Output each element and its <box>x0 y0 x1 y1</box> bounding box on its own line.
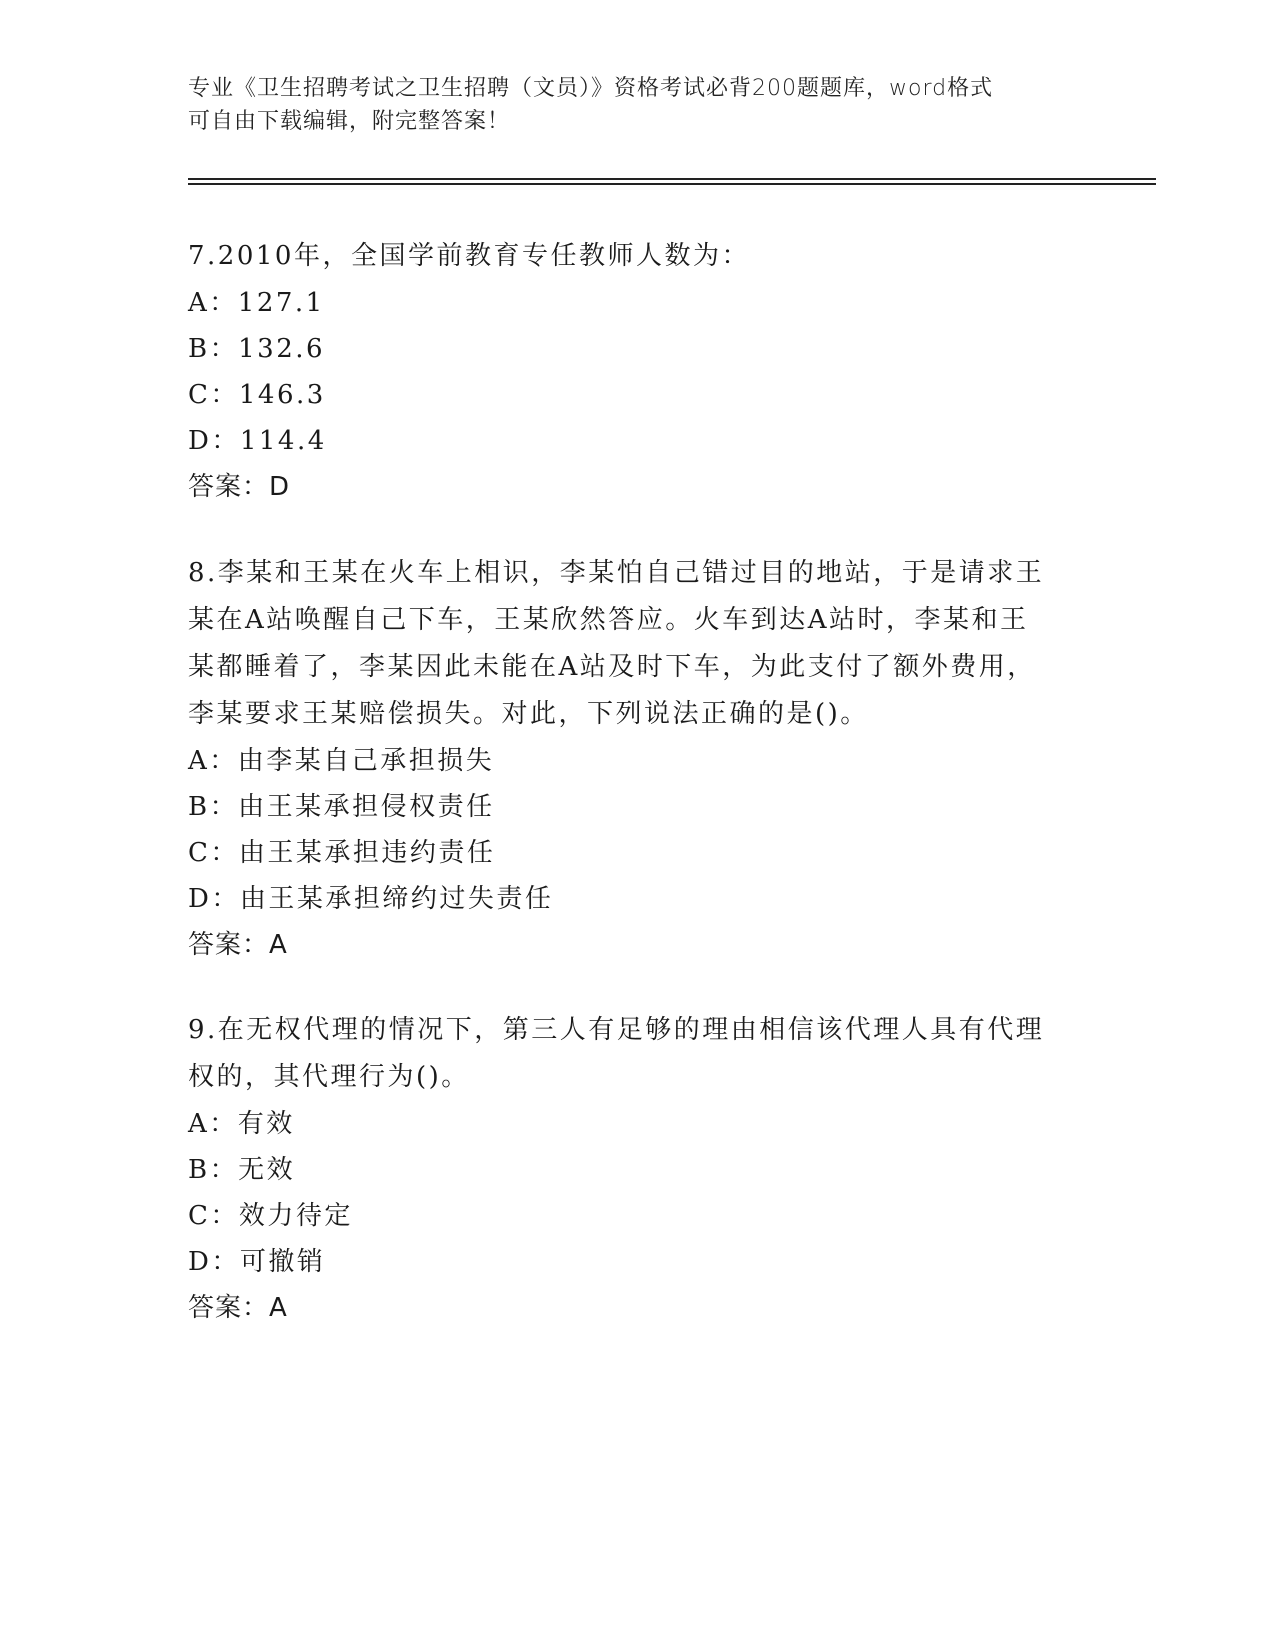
document-header <box>188 72 1068 138</box>
option-d: D：由王某承担缔约过失责任 <box>188 884 554 914</box>
question-stem-line-3: 某都睡着了，李某因此未能在A站及时下车，为此支付了额外费用， <box>188 652 1036 682</box>
option-c: C：由王某承担违约责任 <box>188 838 496 868</box>
question-7 <box>188 233 1068 510</box>
header-line-2: 可自由下载编辑，附完整答案！ <box>188 109 511 134</box>
option-b: B：132.6 <box>188 334 326 364</box>
answer: 答案：D <box>188 472 291 502</box>
question-9 <box>188 1007 1068 1331</box>
question-stem: 7.2010年，全国学前教育专任教师人数为： <box>188 241 750 271</box>
option-c: C：146.3 <box>188 380 326 410</box>
option-a: A：有效 <box>188 1109 295 1139</box>
question-8 <box>188 550 1068 968</box>
option-a: A：由李某自己承担损失 <box>188 746 495 776</box>
answer: 答案：A <box>188 930 288 960</box>
question-stem-line-1: 9.在无权代理的情况下，第三人有足够的理由相信该代理人具有代理 <box>188 1015 1045 1045</box>
answer: 答案：A <box>188 1293 288 1323</box>
question-stem-line-4: 李某要求王某赔偿损失。对此，下列说法正确的是()。 <box>188 699 869 729</box>
option-b: B：无效 <box>188 1155 296 1185</box>
option-b: B：由王某承担侵权责任 <box>188 792 495 822</box>
question-stem-line-2: 某在A站唤醒自己下车，王某欣然答应。火车到达A站时，李某和王 <box>188 605 1029 635</box>
option-a: A：127.1 <box>188 288 325 318</box>
header-line-1: 专业《卫生招聘考试之卫生招聘（文员）》资格考试必背200题题库，word格式 <box>188 76 994 101</box>
option-c: C：效力待定 <box>188 1201 353 1231</box>
question-stem-line-2: 权的，其代理行为()。 <box>188 1062 470 1092</box>
question-stem-line-1: 8.李某和王某在火车上相识，李某怕自己错过目的地站，于是请求王 <box>188 558 1045 588</box>
option-d: D：可撤销 <box>188 1247 326 1277</box>
option-d: D：114.4 <box>188 426 327 456</box>
header-divider-top <box>188 178 1156 180</box>
header-divider-bottom <box>188 183 1156 185</box>
